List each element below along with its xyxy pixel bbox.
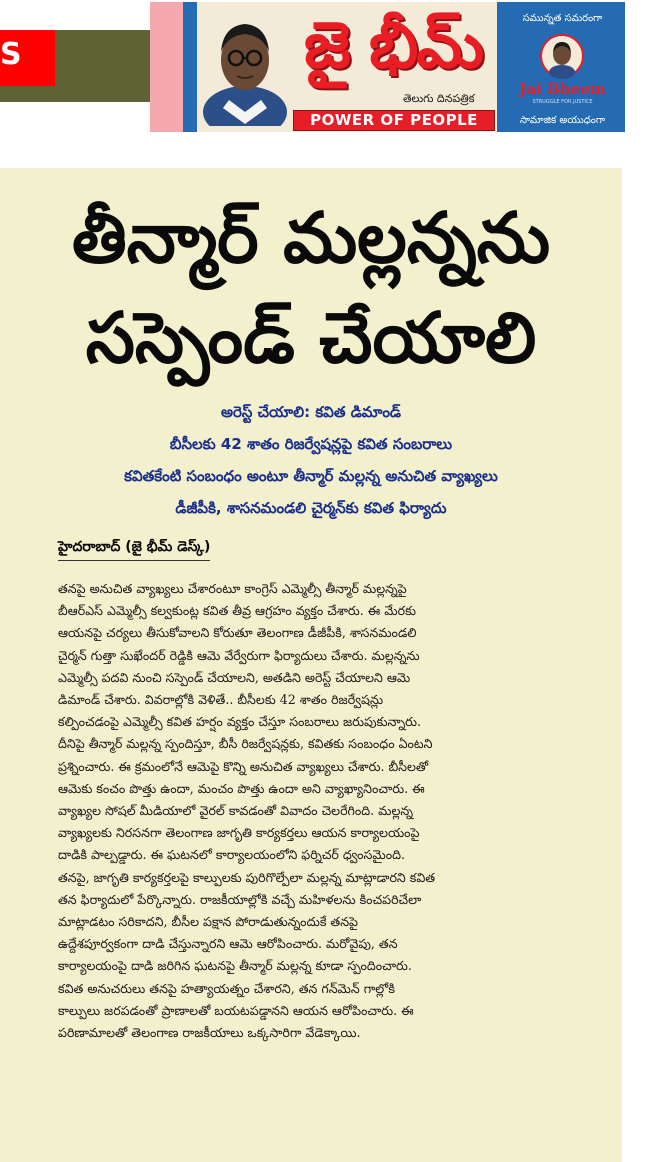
body-line: చైర్మన్ గుత్తా సుఖేందర్ రెడ్డికి ఆమె వేర్వేరుగా ఫిర్యాదులు చేశారు. మల్లన్నను (58, 647, 420, 663)
ambedkar-portrait-icon (203, 12, 287, 126)
dateline: హైదరాబాద్ (జై భీమ్ డెస్క్) (58, 539, 210, 561)
body-line: కల్పించడంపై ఎమ్మెల్సీ కవిత హర్షం వ్యక్తం చేస్తూ సంబరాలు జరుపుకున్నారు. (58, 714, 422, 730)
body-line: వ్యాఖ్యల సోషల్ మీడియాలో వైరల్ కావడంతో వివాదం చెలరేగింది. మల్లన్న (58, 803, 413, 819)
headline-line-2: సస్పెండ్ చేయాలి (85, 297, 537, 379)
body-line: ఎమ్మెల్సీ పదవి నుంచి సస్పెండ్ చేయాలని, అతడిని అరెస్ట్ చేయాలని ఆమె (58, 669, 411, 685)
body-line: పరిణామాలతో తెలంగాణ రాజకీయాలు ఒక్కసారిగా వేడెక్కాయి. (58, 1025, 361, 1041)
masthead (0, 0, 655, 150)
body-line: మాట్లాడటం సరికాదని, బీసీల పక్షాన పోరాడుతున్నందుకే తనపై (58, 914, 358, 930)
masthead-title: జై భీమ్ (303, 9, 483, 83)
masthead-right-bottom-text: సామాజిక అయుధంగా (519, 115, 606, 126)
subheading: కవితకేంటి సంబంధం అంటూ తీన్మార్ మల్లన్న అనుచిత వ్యాఖ్యలు (124, 467, 498, 485)
body-line: కాల్పులు జరపడంతో ప్రాణాలతో బయటపడ్డానని ఆయన ఆరోపించారు. ఈ (58, 1002, 414, 1018)
body-line: కార్యాలయంపై దాడి జరిగిన ఘటనపై తీన్మార్ మల్లన్న కూడా స్పందించారు. (58, 958, 412, 974)
body-line: ఆమెకు కంచం పొత్తు ఉందా, మంచం పొత్తు ఉందా అని వ్యాఖ్యానించారు. ఈ (58, 780, 425, 796)
body-line: డిమాండ్ చేశారు. వివరాల్లోకి వెళితే.. బీసీలకు 42 శాతం రిజర్వేషన్లు (58, 692, 384, 708)
masthead-pink-strip (150, 2, 184, 132)
masthead-red-block (0, 30, 55, 86)
article-body (58, 578, 614, 1044)
subheadings (0, 396, 622, 524)
body-line: ఉద్దేశపూర్వకంగా దాడి చేస్తున్నారని ఆమె ఆరోపించారు. మరోవైపు, తన (58, 936, 398, 952)
headline-line-1: తీన్మార్ మల్లన్నను (71, 197, 551, 279)
body-line: ప్రశ్నించారు. ఈ క్రమంలోనే ఆమెపై కొన్ని అనుచిత వ్యాఖ్యలు చేశారు. బీసీలతో (58, 758, 429, 774)
body-line: వ్యాఖ్యలకు నిరసనగా తెలంగాణ జాగృతి కార్యకర్తలు ఆయన కార్యాలయంపై (58, 825, 420, 841)
masthead-logo-name: Jai Bheem (519, 80, 606, 98)
body-line: ఆయనపై చర్యలు తీసుకోవాలని కోరుతూ తెలంగాణ డీజీపీకి, శాసనమండలి (58, 625, 417, 641)
masthead-title-panel (197, 2, 497, 132)
body-line: తనపై, జాగృతి కార్యకర్తలపై కాల్పులకు పురిగొల్పేలా మల్లన్న మాట్లాడారని కవిత (58, 869, 436, 885)
body-line: తనపై అనుచిత వ్యాఖ్యలు చేశారంటూ కాంగ్రెస్ ఎమ్మెల్సీ తీన్మార్ మల్లన్నపై (58, 581, 407, 596)
article-clipping (0, 168, 622, 1162)
masthead-right-top-text: సమున్నత సమరంగా (522, 13, 603, 24)
body-line: దీనిపై తీన్మార్ మల్లన్న స్పందిస్తూ, బీసీ రిజర్వేషన్లకు, కవితకు సంబంధం ఏంటని (58, 736, 433, 752)
masthead-tagline: తెలుగు దినపత్రిక (403, 92, 475, 105)
subheading: అరెస్ట్ చేయాలి: కవిత డిమాండ్ (220, 403, 402, 421)
subheading: డీజీపీకి, శాసనమండలి చైర్మన్‌కు కవిత ఫిర్యాదు (175, 499, 447, 517)
body-line: బీఆర్ఎస్ ఎమ్మెల్సీ కల్వకుంట్ల కవిత తీవ్ర ఆగ్రహం వ్యక్తం చేశారు. ఈ మేరకు (58, 603, 417, 619)
jai-bheem-logo-icon (540, 34, 584, 80)
body-line: దాడికి పాల్పడ్డారు. ఈ ఘటనలో కార్యాలయంలోని ఫర్నిచర్ ధ్వంసమైంది. (58, 847, 405, 863)
masthead-logo-sub: STRUGGLE FOR JUSTICE (532, 99, 593, 105)
subheading: బీసీలకు 42 శాతం రిజర్వేషన్లపై కవిత సంబరాలు (169, 435, 453, 453)
body-line: తన ఫిర్యాదులో పేర్కొన్నారు. రాజకీయాల్లోకి వచ్చే మహిళలను కించపరిచేలా (58, 891, 422, 907)
masthead-edge-text: S (0, 37, 22, 72)
body-line: కవిత అనుచరులు తనపై హత్యాయత్నం చేశారని, తన గన్‌మెన్ గాల్లోకి (58, 980, 395, 996)
masthead-right-panel (500, 2, 625, 132)
masthead-power-slogan: POWER OF PEOPLE (293, 110, 495, 131)
